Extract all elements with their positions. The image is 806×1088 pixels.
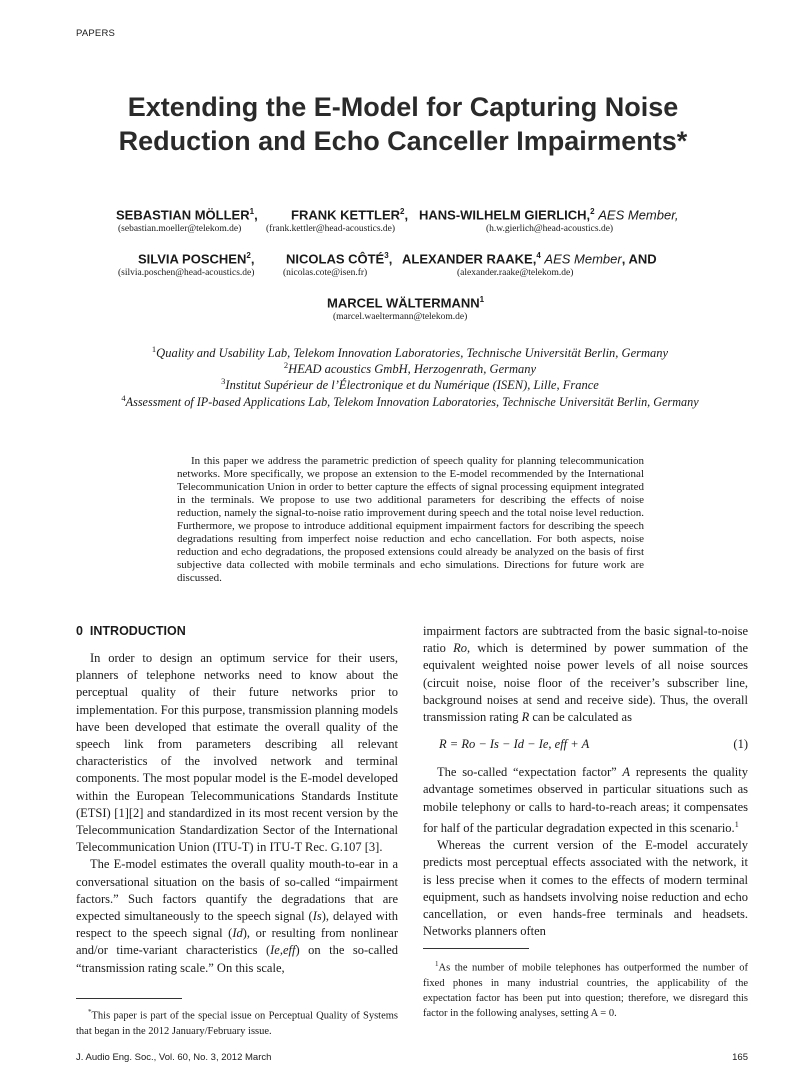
section-heading: 0 INTRODUCTION xyxy=(76,624,186,638)
right-column xyxy=(423,623,748,940)
author-kettler: FRANK KETTLER$^2$, xyxy=(291,207,409,223)
footnote-divider xyxy=(76,998,182,999)
left-column xyxy=(76,650,398,977)
email-raake: (alexander.raake@telekom.de) xyxy=(457,268,574,278)
paragraph: impairment factors are subtracted from the basic signal-to-noise ratio Ro, which is determined by power summation of the equivalent weighted noise power levels of all noise sources (circuit noise, noise floor of the receiver’s subscriber line, background noises at send and receive side). Thus, the overall transmission rating R can be calculated as xyxy=(423,624,748,725)
running-head: PAPERS xyxy=(76,28,116,39)
abstract xyxy=(177,455,644,585)
author-raake: ALEXANDER RAAKE,$^4$ AES Member, AND xyxy=(402,251,657,267)
page-number: 165 xyxy=(732,1052,748,1063)
paragraph: The so-called “expectation factor” A represents the quality advantage sometimes observed in particular situations such as mobile telephony or calls to hard-to-reach areas; it compensates for half of the particular degradation expected in this scenario.$^1$ xyxy=(423,765,748,835)
footnote-star: *This paper is part of the special issue on Perceptual Quality of Systems that began in the 2012 January/February issue. xyxy=(76,1008,398,1037)
journal-citation: J. Audio Eng. Soc., Vol. 60, No. 3, 2012 March xyxy=(76,1052,272,1063)
abstract-text: In this paper we address the parametric prediction of speech quality for planning telecommunication networks. More specifically, we propose an extension to the E-model recommended by the International Telecommunication Union in order to better capture the effects of signal processing equipment integrated in the terminals. We propose to use two additional parameters for describing the effects of noise reduction, namely the signal-to-noise ratio improvement during speech and the total noise level reduction. Furthermore, we propose to introduce additional equipment impairment factors for describing the speech degradations resulting from imperfect noise reduction and echo cancellation. For both aspects, noise reduction and echo degradations, the proposed extensions could already be analyzed on the basis of first subjective data collected with mobile terminals and echo simulations. Directions for future work are discussed. xyxy=(177,455,644,584)
equation-1 xyxy=(423,736,748,754)
affiliation-1: $^1$Quality and Usability Lab, Telekom Innovation Laboratories, Technische Universität Berlin, Germany xyxy=(151,344,669,361)
email-moeller: (sebastian.moeller@telekom.de) xyxy=(118,224,242,234)
author-waeltermann: MARCEL WÄLTERMANN$^1$ xyxy=(327,295,485,311)
paragraph: Whereas the current version of the E-model accurately predicts most perceptual effects associated with the network, it is less precise when it comes to the effects of modern terminal equipment, such as handsets involving noise reduction and echo cancellation, or even hands-free terminals and headsets. Networks planners often xyxy=(423,838,748,939)
author-poschen: SILVIA POSCHEN$^2$, xyxy=(138,251,255,267)
paper-title: Extending the E-Model for Capturing Noise Reduction and Echo Canceller Impairments* xyxy=(118,92,688,156)
affiliation-4: $^4$Assessment of IP-based Applications Lab, Telekom Innovation Laboratories, Technische Universität Berlin, Germany xyxy=(121,393,699,410)
footnote-ref: 1 xyxy=(734,819,739,829)
affiliation-2: $^2$HEAD acoustics GmbH, Herzogenrath, Germany xyxy=(283,360,537,377)
aes-member-label: AES Member xyxy=(544,251,622,267)
equation-number: (1) xyxy=(733,737,748,752)
email-poschen: (silvia.poschen@head-acoustics.de) xyxy=(118,268,255,278)
affiliation-3: $^3$Institut Supérieur de l’Électronique et du Numérique (ISEN), Lille, France xyxy=(221,376,599,393)
aes-member-label: AES Member, xyxy=(598,207,679,223)
email-waeltermann: (marcel.waeltermann@telekom.de) xyxy=(333,312,468,322)
footnote-divider xyxy=(423,948,529,949)
email-cote: (nicolas.cote@isen.fr) xyxy=(283,268,368,278)
email-kettler: (frank.kettler@head-acoustics.de) xyxy=(266,224,396,234)
paragraph: The E-model estimates the overall quality mouth-to-ear in a conversational situation on the basis of so-called “impairment factors.” Such factors quantify the degradations that are expected simultaneously to the speech signal (Is), delayed with respect to the speech signal (Id), or resulting from nonlinear and/or time-variant characteristics (Ie,eff) on the so-called “transmission rating scale.” On this scale, xyxy=(76,857,398,975)
paragraph: In order to design an optimum service for their users, planners of telephone networks need to know about the perceptual quality of their future networks prior to implementation. For this purpose, transmission planning models have been developed that estimate the overall quality of the speech link from parameters describing all relevant characteristics of the involved network and terminal components. The most popular model is the E-model developed within the European Telecommunications Standards Institute (ETSI) [1][2] and standardized in its most recent version by the Telecommunication Standardization Sector of the International Telecommunication Union (ITU-T) in ITU-T Rec. G.107 [3]. xyxy=(76,651,398,855)
email-gierlich: (h.w.gierlich@head-acoustics.de) xyxy=(486,224,614,234)
author-cote: NICOLAS CÔTÉ$^3$, xyxy=(286,251,393,267)
author-gierlich: HANS-WILHELM GIERLICH,$^2$ AES Member, xyxy=(419,207,679,223)
equation-body: R = Ro − Is − Id − Ie, eff + A xyxy=(439,737,590,752)
footnote-1: $^1$As the number of mobile telephones has outperformed the number of fixed phones in many industrial countries, the applicability of the expectation factor has been put into question; therefore, we disregard this factor in the following analyses, setting A = 0. xyxy=(423,960,748,1019)
author-moeller: SEBASTIAN MÖLLER$^1$, xyxy=(116,207,258,223)
